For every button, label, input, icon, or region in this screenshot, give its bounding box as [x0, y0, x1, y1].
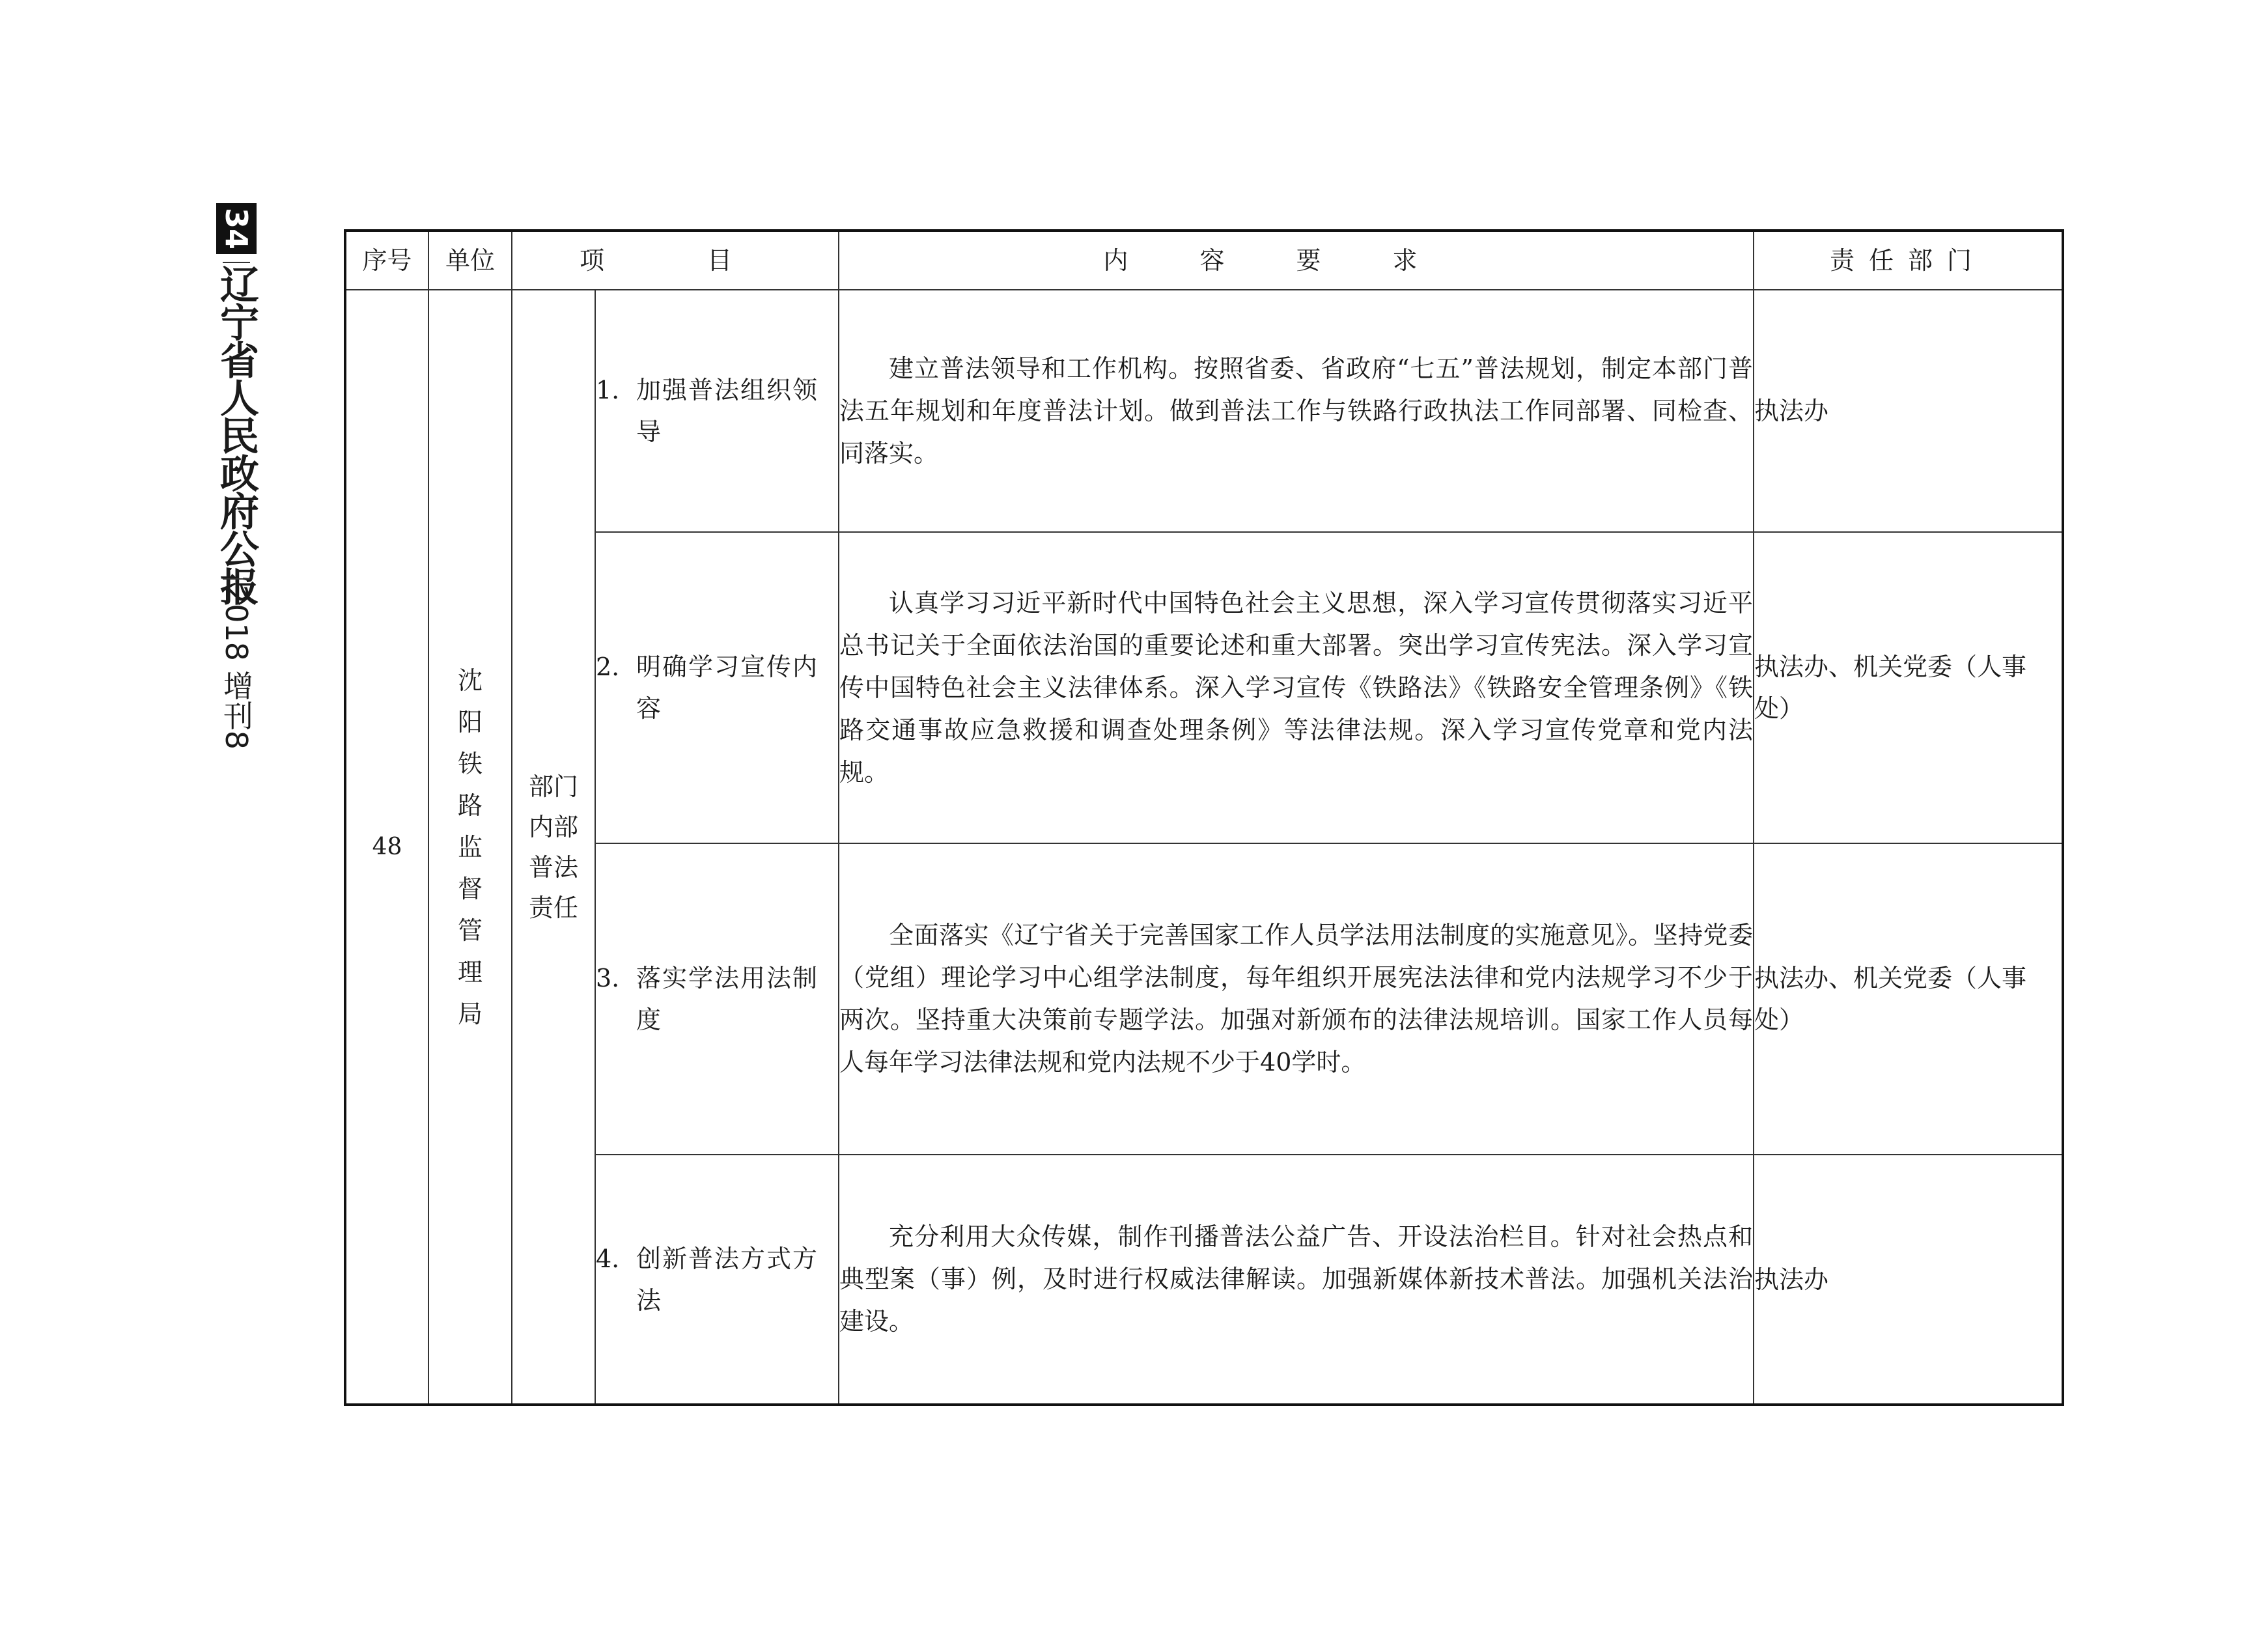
- unit-cell: [428, 290, 512, 1405]
- item-title: 明确学习宣传内容: [636, 653, 819, 723]
- content-text: 全面落实《辽宁省关于完善国家工作人员学法用法制度的实施意见》。坚持党委（党组）理论学习中心组学法制度，每年组织开展宪法法律和党内法规学习不少于两次。坚持重大决策前专题学法。加强对新颁布的法律法规培训。国家工作人员每人每年学习法律法规和党内法规不少于40学时。: [839, 921, 1754, 1076]
- item-title: 创新普法方式方法: [636, 1244, 819, 1315]
- table-row: [345, 843, 2063, 1155]
- dept-cell: 执法办、机关党委（人事处）: [1754, 532, 2063, 843]
- header-dept: 责任部门: [1754, 231, 2063, 290]
- dept-cell: 执法办、机关党委（人事处）: [1754, 843, 2063, 1155]
- unit-name: 沈阳铁路监督管理局: [457, 666, 483, 1028]
- content-text: 充分利用大众传媒，制作刊播普法公益广告、开设法治栏目。针对社会热点和典型案（事）例，及时进行权威法律解读。加强新媒体新技术普法。加强机关法治建设。: [839, 1222, 1754, 1336]
- header-divider: [223, 578, 250, 580]
- item-number: 3.: [596, 964, 620, 992]
- item-cell: [595, 290, 839, 532]
- item-cell: [595, 532, 839, 843]
- item-number: 4.: [596, 1244, 620, 1273]
- page-number-box: [216, 203, 257, 254]
- table-header-row: [345, 231, 2063, 290]
- item-number: 2.: [596, 653, 620, 681]
- page-number: 34: [219, 207, 255, 250]
- content-cell: [839, 843, 1754, 1155]
- dept-cell: 执法办: [1754, 290, 2063, 532]
- header-item: 项 目: [512, 231, 839, 290]
- table-row: [345, 532, 2063, 843]
- running-header: [207, 199, 266, 785]
- table-row: [345, 1155, 2063, 1405]
- content-cell: [839, 532, 1754, 843]
- header-content: 内容要求: [839, 231, 1754, 290]
- header-divider: [223, 262, 250, 263]
- item-number: 1.: [596, 376, 620, 404]
- category-cell: [512, 290, 595, 1405]
- content-cell: [839, 290, 1754, 532]
- journal-title: 辽宁省人民政府公报: [214, 264, 259, 604]
- header-seq: 序号: [345, 231, 428, 290]
- dept-cell: 执法办: [1754, 1155, 2063, 1405]
- category-name: 部门内部普法责任: [528, 772, 578, 922]
- law-education-table: [344, 229, 2064, 1406]
- item-cell: [595, 1155, 839, 1405]
- header-unit: 单位: [428, 231, 512, 290]
- seq-cell: 48: [345, 290, 428, 1405]
- table-row: [345, 290, 2063, 532]
- item-title: 加强普法组织领导: [636, 376, 819, 446]
- content-cell: [839, 1155, 1754, 1405]
- item-title: 落实学法用法制度: [636, 964, 819, 1034]
- content-text: 建立普法领导和工作机构。按照省委、省政府“七五”普法规划，制定本部门普法五年规划和年度普法计划。做到普法工作与铁路行政执法工作同部署、同检查、同落实。: [839, 354, 1754, 468]
- issue-label: 2018 增刊8: [219, 585, 254, 750]
- content-text: 认真学习习近平新时代中国特色社会主义思想，深入学习宣传贯彻落实习近平总书记关于全面依法治国的重要论述和重大部署。突出学习宣传宪法。深入学习宣传中国特色社会主义法律体系。深入学习宣传《铁路法》《铁路安全管理条例》《铁路交通事故应急救援和调查处理条例》等法律法规。深入学习宣传党章和党内法规。: [839, 588, 1754, 787]
- item-cell: [595, 843, 839, 1155]
